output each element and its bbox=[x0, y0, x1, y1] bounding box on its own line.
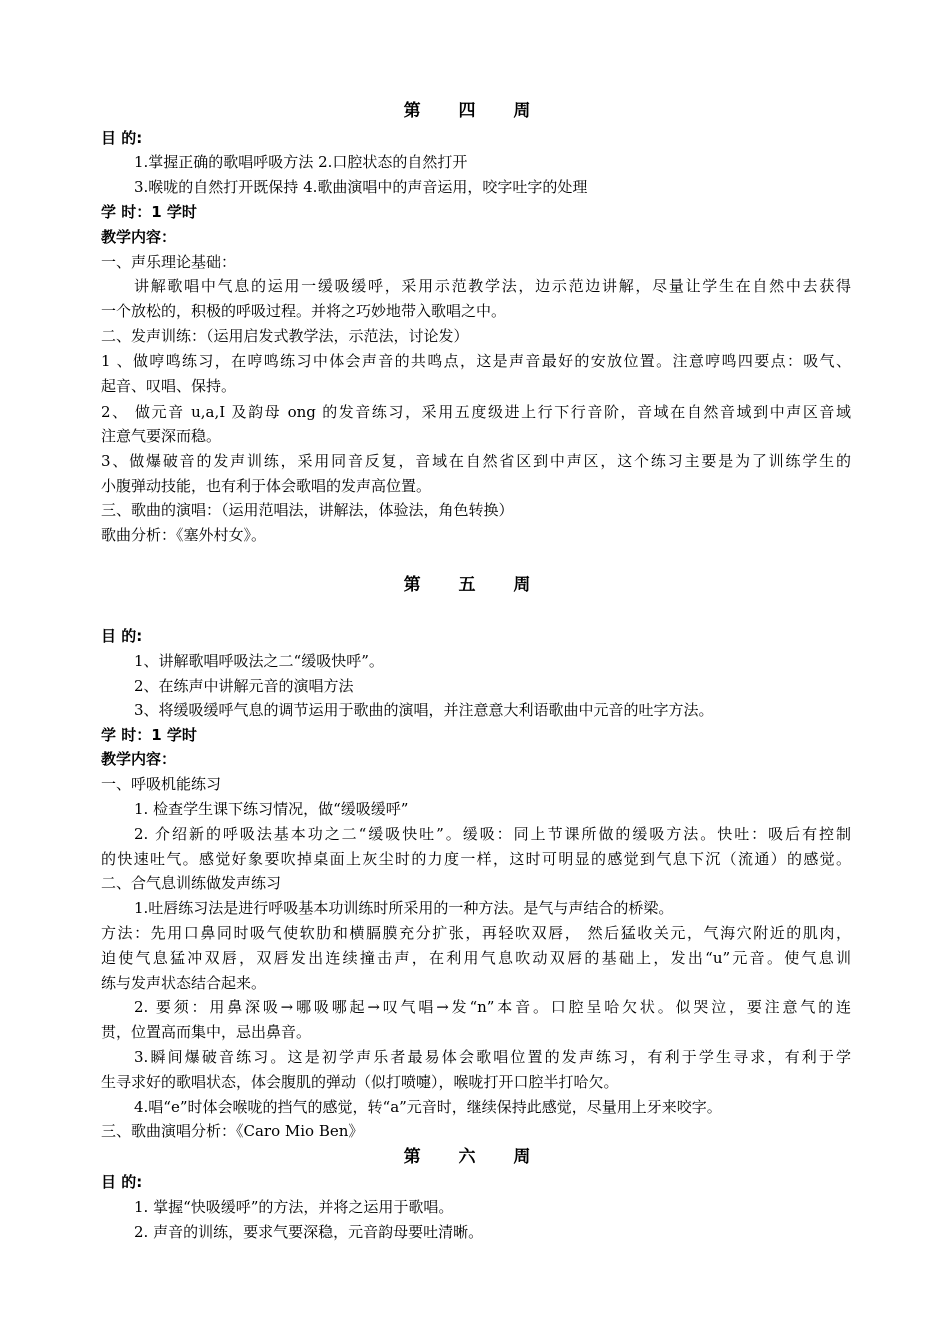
week5-sec2-method-line2: 迫使气息猛冲双唇，双唇发出连续撞击声，在利用气息吹动双唇的基础上，发出“u”元音。使气息训 bbox=[101, 949, 851, 967]
week4-goal-label: 目 的: bbox=[101, 129, 143, 147]
week4-sec1-para-line1: 讲解歌唱中气息的运用一缓吸缓呼，采用示范教学法，边示范边讲解，尽量让学生在自然中去获得 bbox=[134, 277, 851, 295]
week5-hours-value: 1 学时 bbox=[151, 726, 197, 744]
week4-hours-label: 学 时： bbox=[101, 203, 152, 221]
week4-sec2-title: 二、发声训练：（运用启发式教学法，示范法，讨论发） bbox=[101, 327, 469, 345]
week5-sec1-title: 一、呼吸机能练习 bbox=[101, 775, 222, 793]
week4-sec3-title: 三、歌曲的演唱：（运用范唱法，讲解法，体验法，角色转换） bbox=[101, 501, 514, 519]
week5-sec2-item1: 1.吐唇练习法是进行呼吸基本功训练时所采用的一种方法。是气与声结合的桥梁。 bbox=[134, 899, 674, 917]
week5-hours-label: 学 时： bbox=[101, 726, 152, 744]
week4-sec2-item2-line2: 注意气要深而稳。 bbox=[101, 427, 222, 445]
week6-title: 第 六 周 bbox=[403, 1147, 547, 1167]
week6-goal-label: 目 的: bbox=[101, 1173, 143, 1191]
week4-sec2-item3-line2: 小腹弹动技能，也有利于体会歌唱的发声高位置。 bbox=[101, 477, 432, 495]
week5-sec1-item1: 1. 检查学生课下练习情况，做“缓吸缓呼” bbox=[134, 800, 409, 818]
week4-sec2-item1-line1: 1 、做哼鸣练习，在哼鸣练习中体会声音的共鸣点，这是声音最好的安放位置。注意哼鸣四要点：吸气、 bbox=[101, 352, 851, 370]
week5-sec2-title: 二、合气息训练做发声练习 bbox=[101, 874, 282, 892]
week5-title: 第 五 周 bbox=[403, 575, 547, 595]
week5-goal-1: 1、讲解歌唱呼吸法之二“缓吸快呼”。 bbox=[134, 652, 384, 670]
week5-sec2-item2-line1: 2. 要须：用鼻深吸→哪吸哪起→叹气唱→发“n”本音。口腔呈哈欠状。似哭泣，要注意气的连 bbox=[134, 998, 851, 1016]
week5-sec2-item3-line2: 生寻求好的歌唱状态，体会腹肌的弹动（似打喷嚏），喉咙打开口腔半打哈欠。 bbox=[101, 1073, 619, 1091]
week5-sec2-method-line1: 方法：先用口鼻同时吸气使软肋和横膈膜充分扩张，再轻吹双唇， 然后猛收关元，气海穴附近的肌肉， bbox=[101, 924, 851, 942]
week5-goal-2: 2、在练声中讲解元音的演唱方法 bbox=[134, 677, 354, 695]
week5-sec3-title: 三、歌曲演唱分析：《Caro Mio Ben》 bbox=[101, 1122, 364, 1140]
week5-hours bbox=[101, 725, 197, 745]
week5-sec2-method-line3: 练与发声状态结合起来。 bbox=[101, 974, 267, 992]
week4-sec2-item3-line1: 3、做爆破音的发声训练，采用同音反复，音域在自然省区到中声区，这个练习主要是为了训练学生的 bbox=[101, 452, 851, 470]
week4-goal-line1: 1.掌握正确的歌唱呼吸方法 2.口腔状态的自然打开 bbox=[134, 153, 468, 171]
week6-goal-2: 2. 声音的训练，要求气要深稳，元音韵母要吐清晰。 bbox=[134, 1223, 484, 1241]
week6-goal-1: 1. 掌握“快吸缓呼”的方法，并将之运用于歌唱。 bbox=[134, 1198, 454, 1216]
week5-sec1-item2-line1: 2. 介绍新的呼吸法基本功之二“缓吸快吐”。缓吸：同上节课所做的缓吸方法。快吐：吸后有控制 bbox=[134, 825, 851, 843]
week5-sec2-item3-line1: 3.瞬间爆破音练习。这是初学声乐者最易体会歌唱位置的发声练习，有利于学生寻求，有利于学 bbox=[134, 1048, 851, 1066]
week4-hours bbox=[101, 202, 197, 222]
week4-hours-value: 1 学时 bbox=[151, 203, 197, 221]
week4-sec2-item1-line2: 起音、叹唱、保持。 bbox=[101, 377, 237, 395]
week5-sec2-item2-line2: 贯，位置高而集中，忌出鼻音。 bbox=[101, 1023, 312, 1041]
week5-sec2-item4: 4.唱“e”时体会喉咙的挡气的感觉，转“a”元音时，继续保持此感觉，尽量用上牙来咬字。 bbox=[134, 1098, 722, 1116]
week5-sec1-item2-line2: 的快速吐气。感觉好象要吹掉桌面上灰尘时的力度一样，这时可明显的感觉到气息下沉（流通）的感觉。 bbox=[101, 850, 851, 868]
week4-title: 第 四 周 bbox=[403, 101, 547, 121]
week4-content-label: 教学内容： bbox=[101, 228, 177, 246]
week4-sec1-para-line2: 一个放松的，积极的呼吸过程。并将之巧妙地带入歌唱之中。 bbox=[101, 302, 507, 320]
week4-sec3-song: 歌曲分析：《塞外村女》。 bbox=[101, 526, 267, 544]
week5-content-label: 教学内容： bbox=[101, 750, 177, 768]
week4-sec2-item2-line1: 2、 做元音 u,a,I 及韵母 ong 的发音练习，采用五度级进上行下行音阶，音域在自然音域到中声区音域 bbox=[101, 403, 851, 421]
week4-goal-line2: 3.喉咙的自然打开既保持 4.歌曲演唱中的声音运用，咬字吐字的处理 bbox=[134, 178, 588, 196]
week5-goal-label: 目 的: bbox=[101, 627, 143, 645]
week5-goal-3: 3、将缓吸缓呼气息的调节运用于歌曲的演唱，并注意意大利语歌曲中元音的吐字方法。 bbox=[134, 701, 714, 719]
week4-sec1-title: 一、声乐理论基础： bbox=[101, 253, 237, 271]
